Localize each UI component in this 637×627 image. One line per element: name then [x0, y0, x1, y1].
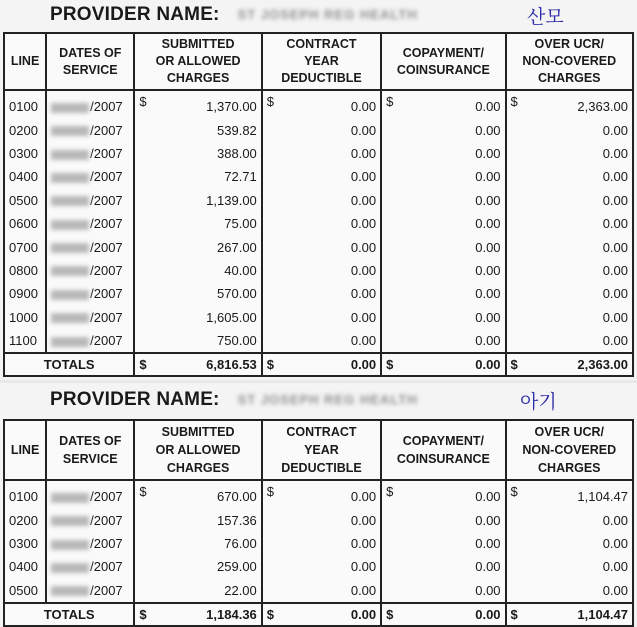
dollar-sign: $ [510, 357, 518, 373]
header-over-ucr-non-covered-line: OVER UCR/ [534, 425, 604, 439]
dollar-sign: $ [386, 484, 394, 499]
over-ucr-amount-value: 0.00 [602, 169, 628, 185]
submitted-charge [134, 189, 261, 212]
table-header-row [4, 420, 633, 480]
table-row [4, 165, 633, 188]
deductible-amount-value: 0.00 [350, 239, 377, 255]
copay-amount [381, 189, 505, 212]
service-date-year: /2007 [90, 333, 123, 349]
service-date-year: /2007 [90, 559, 123, 575]
dollar-sign: $ [266, 94, 275, 109]
over-ucr-amount [506, 235, 633, 258]
copay-amount-value: 0.00 [475, 192, 501, 208]
table-row [4, 259, 633, 282]
dollar-sign: $ [139, 357, 147, 373]
service-date [46, 579, 134, 603]
deductible-amount-value: 0.00 [350, 286, 377, 302]
header-line-text: LINE [10, 443, 40, 457]
submitted-charge [134, 90, 261, 118]
copay-amount [381, 532, 505, 555]
total-deductible [262, 603, 381, 626]
header-contract-year-deductible-line: YEAR [304, 443, 339, 457]
redacted-date-mask [51, 540, 89, 550]
service-date [46, 329, 134, 353]
totals-row [4, 603, 633, 626]
line-number: 0500 [4, 579, 46, 603]
dollar-sign: $ [266, 606, 275, 622]
service-date [46, 306, 134, 329]
submitted-charge [134, 555, 261, 578]
dollar-sign: $ [266, 484, 275, 499]
deductible-amount [262, 118, 381, 141]
service-date [46, 189, 134, 212]
service-date-year: /2007 [90, 286, 123, 302]
deductible-amount-value: 0.00 [350, 535, 377, 551]
over-ucr-amount-value: 0.00 [602, 239, 628, 255]
provider-name-label: PROVIDER NAME: [50, 4, 220, 25]
deductible-amount [262, 508, 381, 531]
over-ucr-amount [506, 212, 633, 235]
submitted-charge-value: 1,139.00 [206, 192, 257, 208]
over-ucr-amount [506, 165, 633, 188]
table-row [4, 579, 633, 603]
copay-amount-value: 0.00 [475, 309, 501, 325]
totals-label: TOTALS [4, 353, 134, 376]
submitted-charge-value: 76.00 [224, 535, 257, 551]
copay-amount [381, 165, 505, 188]
copay-amount-value: 0.00 [475, 286, 501, 302]
line-number: 1100 [4, 329, 46, 353]
dollar-sign: $ [510, 606, 518, 622]
deductible-amount-value: 0.00 [350, 145, 377, 161]
header-contract-year-deductible-line: CONTRACT [286, 37, 357, 51]
line-number: 0200 [4, 508, 46, 531]
deductible-amount [262, 212, 381, 235]
deductible-amount-value: 0.00 [350, 333, 377, 349]
deductible-amount [262, 329, 381, 353]
over-ucr-amount-value: 0.00 [602, 192, 628, 208]
submitted-charge [134, 212, 261, 235]
table-row [4, 306, 633, 329]
over-ucr-amount-value: 0.00 [602, 122, 628, 138]
service-date-year: /2007 [90, 262, 123, 278]
redacted-date-mask [51, 337, 89, 347]
over-ucr-amount [506, 282, 633, 305]
header-copayment-coinsurance-line: COINSURANCE [396, 452, 490, 466]
table-row [4, 508, 633, 531]
line-number: 0100 [4, 480, 46, 508]
header-over-ucr-non-covered [506, 33, 633, 90]
service-date [46, 282, 134, 305]
over-ucr-amount-value: 0.00 [602, 286, 628, 302]
service-date-year: /2007 [90, 582, 123, 598]
service-date [46, 165, 134, 188]
redacted-date-mask [51, 493, 89, 503]
copay-amount [381, 306, 505, 329]
provider-name-row [50, 389, 418, 411]
submitted-charge-value: 22.00 [224, 582, 257, 598]
copay-amount [381, 90, 505, 118]
deductible-amount [262, 165, 381, 188]
provider-section-baby [0, 380, 637, 622]
deductible-amount-value: 0.00 [350, 122, 377, 138]
header-over-ucr-non-covered [506, 420, 633, 480]
total-copay [381, 353, 505, 376]
submitted-charge [134, 329, 261, 353]
provider-name-label: PROVIDER NAME: [50, 389, 220, 410]
redacted-date-mask [51, 516, 89, 526]
deductible-amount-value: 0.00 [350, 99, 377, 115]
copay-amount-value: 0.00 [475, 512, 501, 528]
provider-name-value: ST JOSEPH REG HEALTH [237, 392, 418, 408]
copay-amount-value: 0.00 [475, 122, 501, 138]
dollar-sign: $ [386, 606, 394, 622]
totals-label: TOTALS [4, 603, 134, 626]
provider-name-row [50, 4, 418, 26]
copay-amount [381, 212, 505, 235]
dollar-sign: $ [139, 94, 147, 109]
submitted-charge-value: 388.00 [217, 145, 257, 161]
deductible-amount [262, 282, 381, 305]
deductible-amount-value: 0.00 [350, 559, 377, 575]
over-ucr-amount [506, 480, 633, 508]
service-date [46, 555, 134, 578]
over-ucr-amount-value: 0.00 [602, 216, 628, 232]
total-submitted [134, 353, 261, 376]
header-line [4, 33, 46, 90]
deductible-amount-value: 0.00 [350, 309, 377, 325]
header-over-ucr-non-covered-line: OVER UCR/ [534, 37, 604, 51]
totals-row [4, 353, 633, 376]
total-deductible-value: 0.00 [350, 606, 377, 622]
total-submitted [134, 603, 261, 626]
header-contract-year-deductible-line: DEDUCTIBLE [281, 461, 362, 475]
service-date [46, 532, 134, 555]
provider-name-value: ST JOSEPH REG HEALTH [237, 7, 418, 23]
copay-amount-value: 0.00 [475, 582, 501, 598]
service-date [46, 480, 134, 508]
copay-amount [381, 259, 505, 282]
service-date-year: /2007 [90, 239, 123, 255]
dollar-sign: $ [386, 94, 394, 109]
header-contract-year-deductible-line: DEDUCTIBLE [281, 71, 362, 85]
submitted-charge-value: 40.00 [224, 262, 257, 278]
service-date-year: /2007 [90, 122, 123, 138]
dollar-sign: $ [266, 357, 275, 373]
claims-table [3, 32, 634, 377]
redacted-date-mask [51, 220, 89, 230]
header-contract-year-deductible [262, 420, 381, 480]
over-ucr-amount-value: 0.00 [602, 512, 628, 528]
copay-amount-value: 0.00 [475, 489, 501, 505]
header-submitted-charges-line: OR ALLOWED [155, 443, 241, 457]
korean-handwritten-label: 아기 [520, 391, 557, 413]
header-copayment-coinsurance-line: COPAYMENT/ [402, 45, 484, 60]
deductible-amount [262, 555, 381, 578]
over-ucr-amount [506, 189, 633, 212]
header-submitted-charges-line: SUBMITTED [161, 37, 235, 51]
submitted-charge [134, 165, 261, 188]
table-row [4, 532, 633, 555]
submitted-charge [134, 259, 261, 282]
header-over-ucr-non-covered-line: NON-COVERED [522, 54, 617, 68]
header-submitted-charges-line: SUBMITTED [161, 425, 235, 439]
service-date-year: /2007 [90, 169, 123, 185]
submitted-charge [134, 480, 261, 508]
over-ucr-amount-value: 0.00 [602, 333, 628, 349]
deductible-amount-value: 0.00 [350, 169, 377, 185]
dollar-sign: $ [510, 94, 518, 109]
over-ucr-amount [506, 259, 633, 282]
over-ucr-amount-value: 0.00 [602, 582, 628, 598]
redacted-date-mask [51, 196, 89, 206]
redacted-date-mask [51, 290, 89, 300]
dollar-sign: $ [386, 357, 394, 373]
service-date-year: /2007 [90, 99, 123, 115]
deductible-amount [262, 480, 381, 508]
over-ucr-amount-value: 0.00 [602, 535, 628, 551]
total-deductible-value: 0.00 [350, 357, 377, 373]
copay-amount [381, 579, 505, 603]
header-copayment-coinsurance [381, 33, 505, 90]
header-submitted-charges-line: CHARGES [166, 71, 230, 85]
redacted-date-mask [51, 266, 89, 276]
table-row [4, 480, 633, 508]
line-number: 0400 [4, 165, 46, 188]
redacted-date-mask [51, 173, 89, 183]
service-date [46, 259, 134, 282]
line-number: 0600 [4, 212, 46, 235]
copay-amount-value: 0.00 [475, 333, 501, 349]
copay-amount [381, 142, 505, 165]
line-number: 0200 [4, 118, 46, 141]
deductible-amount-value: 0.00 [350, 192, 377, 208]
header-dates-of-service-line: DATES OF [59, 434, 122, 448]
deductible-amount [262, 532, 381, 555]
line-number: 0800 [4, 259, 46, 282]
over-ucr-amount [506, 90, 633, 118]
service-date-year: /2007 [90, 535, 123, 551]
deductible-amount-value: 0.00 [350, 262, 377, 278]
header-over-ucr-non-covered-line: CHARGES [538, 71, 601, 85]
over-ucr-amount-value: 2,363.00 [577, 99, 628, 115]
line-number: 0300 [4, 142, 46, 165]
submitted-charge-value: 267.00 [217, 239, 257, 255]
submitted-charge-value: 750.00 [217, 333, 257, 349]
deductible-amount-value: 0.00 [350, 489, 377, 505]
total-copay-value: 0.00 [475, 606, 501, 622]
service-date [46, 90, 134, 118]
table-row [4, 282, 633, 305]
header-copayment-coinsurance-line: COPAYMENT/ [402, 434, 484, 448]
copay-amount-value: 0.00 [475, 239, 501, 255]
deductible-amount-value: 0.00 [350, 582, 377, 598]
service-date-year: /2007 [90, 192, 123, 208]
redacted-date-mask [51, 313, 89, 323]
header-line [4, 420, 46, 480]
table-row [4, 329, 633, 353]
copay-amount-value: 0.00 [475, 99, 501, 115]
deductible-amount [262, 306, 381, 329]
over-ucr-amount [506, 508, 633, 531]
copay-amount-value: 0.00 [475, 216, 501, 232]
total-deductible [262, 353, 381, 376]
service-date-year: /2007 [90, 145, 123, 161]
deductible-amount [262, 579, 381, 603]
line-number: 0300 [4, 532, 46, 555]
copay-amount [381, 329, 505, 353]
copay-amount-value: 0.00 [475, 535, 501, 551]
copay-amount [381, 118, 505, 141]
over-ucr-amount [506, 579, 633, 603]
submitted-charge [134, 282, 261, 305]
redacted-date-mask [51, 103, 89, 113]
table-row [4, 235, 633, 258]
over-ucr-amount [506, 142, 633, 165]
header-dates-of-service [46, 420, 134, 480]
line-number: 0100 [4, 90, 46, 118]
header-contract-year-deductible [262, 33, 381, 90]
submitted-charge [134, 579, 261, 603]
service-date-year: /2007 [90, 216, 123, 232]
submitted-charge-value: 1,605.00 [206, 309, 257, 325]
over-ucr-amount [506, 118, 633, 141]
submitted-charge-value: 259.00 [217, 559, 257, 575]
submitted-charge-value: 1,370.00 [206, 99, 257, 115]
submitted-charge [134, 508, 261, 531]
over-ucr-amount [506, 555, 633, 578]
redacted-date-mask [51, 150, 89, 160]
submitted-charge [134, 118, 261, 141]
table-row [4, 555, 633, 578]
header-dates-of-service [46, 33, 134, 90]
deductible-amount-value: 0.00 [350, 512, 377, 528]
submitted-charge [134, 306, 261, 329]
header-dates-of-service-line: DATES OF [59, 45, 122, 60]
deductible-amount [262, 90, 381, 118]
total-copay-value: 0.00 [475, 357, 501, 373]
submitted-charge-value: 570.00 [217, 286, 257, 302]
header-dates-of-service-line: SERVICE [62, 62, 118, 77]
header-dates-of-service-line: SERVICE [62, 452, 118, 466]
line-number: 0700 [4, 235, 46, 258]
table-row [4, 118, 633, 141]
header-copayment-coinsurance-line: COINSURANCE [396, 62, 490, 77]
copay-amount [381, 282, 505, 305]
over-ucr-amount-value: 0.00 [602, 559, 628, 575]
over-ucr-amount-value: 0.00 [602, 262, 628, 278]
line-number: 0500 [4, 189, 46, 212]
over-ucr-amount [506, 306, 633, 329]
total-over-value: 1,104.47 [577, 606, 628, 622]
service-date-year: /2007 [90, 489, 123, 505]
service-date [46, 118, 134, 141]
line-number: 0900 [4, 282, 46, 305]
header-contract-year-deductible-line: CONTRACT [286, 425, 357, 439]
copay-amount-value: 0.00 [475, 262, 501, 278]
total-submitted-value: 1,184.36 [206, 606, 257, 622]
table-header-row [4, 33, 633, 90]
copay-amount-value: 0.00 [475, 169, 501, 185]
submitted-charge-value: 72.71 [224, 169, 257, 185]
over-ucr-amount-value: 0.00 [602, 145, 628, 161]
over-ucr-amount [506, 532, 633, 555]
submitted-charge-value: 539.82 [217, 122, 257, 138]
submitted-charge-value: 157.36 [217, 512, 257, 528]
deductible-amount [262, 189, 381, 212]
submitted-charge [134, 142, 261, 165]
header-submitted-charges-line: CHARGES [166, 461, 230, 475]
submitted-charge [134, 235, 261, 258]
service-date [46, 212, 134, 235]
total-over [506, 603, 633, 626]
service-date-year: /2007 [90, 512, 123, 528]
deductible-amount-value: 0.00 [350, 216, 377, 232]
korean-handwritten-label: 산모 [527, 6, 564, 28]
line-number: 0400 [4, 555, 46, 578]
total-copay [381, 603, 505, 626]
redacted-date-mask [51, 563, 89, 573]
total-over-value: 2,363.00 [577, 357, 628, 373]
header-over-ucr-non-covered-line: NON-COVERED [522, 443, 617, 457]
submitted-charge-value: 670.00 [217, 489, 257, 505]
header-copayment-coinsurance [381, 420, 505, 480]
total-over [506, 353, 633, 376]
service-date [46, 235, 134, 258]
total-submitted-value: 6,816.53 [206, 357, 257, 373]
header-submitted-charges [134, 420, 261, 480]
deductible-amount [262, 259, 381, 282]
over-ucr-amount [506, 329, 633, 353]
line-number: 1000 [4, 306, 46, 329]
service-date [46, 142, 134, 165]
dollar-sign: $ [139, 484, 147, 499]
header-line-text: LINE [10, 54, 40, 68]
dollar-sign: $ [510, 484, 518, 499]
header-contract-year-deductible-line: YEAR [304, 54, 339, 68]
header-submitted-charges-line: OR ALLOWED [155, 54, 241, 68]
copay-amount [381, 508, 505, 531]
copay-amount [381, 480, 505, 508]
redacted-date-mask [51, 243, 89, 253]
over-ucr-amount-value: 1,104.47 [577, 489, 628, 505]
dollar-sign: $ [139, 606, 147, 622]
copay-amount [381, 235, 505, 258]
redacted-date-mask [51, 586, 89, 596]
table-row [4, 142, 633, 165]
copay-amount-value: 0.00 [475, 145, 501, 161]
table-row [4, 90, 633, 118]
table-row [4, 212, 633, 235]
submitted-charge-value: 75.00 [224, 216, 257, 232]
copay-amount [381, 555, 505, 578]
copay-amount-value: 0.00 [475, 559, 501, 575]
over-ucr-amount-value: 0.00 [602, 309, 628, 325]
deductible-amount [262, 235, 381, 258]
header-over-ucr-non-covered-line: CHARGES [538, 461, 601, 475]
table-row [4, 189, 633, 212]
submitted-charge [134, 532, 261, 555]
claims-table [3, 419, 634, 627]
service-date-year: /2007 [90, 309, 123, 325]
redacted-date-mask [51, 126, 89, 136]
service-date [46, 508, 134, 531]
deductible-amount [262, 142, 381, 165]
header-submitted-charges [134, 33, 261, 90]
